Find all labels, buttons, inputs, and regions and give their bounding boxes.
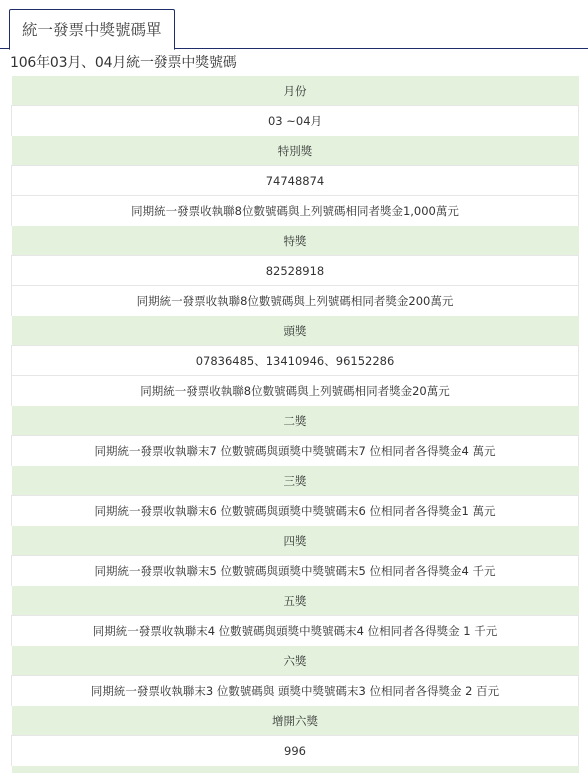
- table-row: [12, 616, 579, 646]
- table-row: [12, 556, 579, 586]
- table-cell: 74748874: [12, 166, 579, 196]
- table-header-cell: 五獎: [12, 586, 579, 616]
- table-cell: 同期統一發票收執聯8位數號碼與上列號碼相同者獎金20萬元: [12, 376, 579, 406]
- prize-table-body: [12, 76, 579, 773]
- table-row: [12, 106, 579, 136]
- table-header-row: [12, 706, 579, 736]
- table-header-row: [12, 466, 579, 496]
- table-cell: 996: [12, 736, 579, 766]
- table-header-cell: 頭獎: [12, 316, 579, 346]
- tab-invoice-winning-numbers[interactable]: 統一發票中獎號碼單: [9, 9, 175, 50]
- prize-table: [11, 75, 579, 773]
- table-cell: 82528918: [12, 256, 579, 286]
- table-header-row: [12, 316, 579, 346]
- table-header-cell: 三獎: [12, 466, 579, 496]
- table-header-row: [12, 406, 579, 436]
- table-header-row: [12, 136, 579, 166]
- table-header-cell: 六獎: [12, 646, 579, 676]
- table-header-cell: 特獎: [12, 226, 579, 256]
- page-title: 106年03月、04月統一發票中獎號碼: [10, 55, 237, 71]
- table-row: [12, 256, 579, 286]
- table-header-row: [12, 526, 579, 556]
- table-row: [12, 736, 579, 766]
- table-row: [12, 196, 579, 226]
- table-cell: 同期統一發票收執聯末7 位數號碼與頭獎中獎號碼末7 位相同者各得獎金4 萬元: [12, 436, 579, 466]
- table-header-row: [12, 586, 579, 616]
- table-cell: 同期統一發票收執聯末5 位數號碼與頭獎中獎號碼末5 位相同者各得獎金4 千元: [12, 556, 579, 586]
- table-cell: 07836485、13410946、96152286: [12, 346, 579, 376]
- table-row: [12, 286, 579, 316]
- table-row: [12, 166, 579, 196]
- table-cell: 同期統一發票收執聯末4 位數號碼與頭獎中獎號碼末4 位相同者各得獎金 1 千元: [12, 616, 579, 646]
- table-row: [12, 676, 579, 706]
- table-row: [12, 436, 579, 466]
- table-row: [12, 376, 579, 406]
- table-header-cell: 特別獎: [12, 136, 579, 166]
- table-header-cell: 月份: [12, 76, 579, 106]
- table-header-row: [12, 646, 579, 676]
- table-cell: 同期統一發票收執聯8位數號碼與上列號碼相同者獎金200萬元: [12, 286, 579, 316]
- table-header-row: [12, 76, 579, 106]
- table-header-cell: 增開六獎: [12, 706, 579, 736]
- table-cell: 同期統一發票收執聯末6 位數號碼與頭獎中獎號碼末6 位相同者各得獎金1 萬元: [12, 496, 579, 526]
- table-cell: 同期統一發票收執聯8位數號碼與上列號碼相同者獎金1,000萬元: [12, 196, 579, 226]
- table-header-row: [12, 226, 579, 256]
- table-header-cell: 四獎: [12, 526, 579, 556]
- tab-bar: [0, 0, 588, 49]
- table-row: [12, 496, 579, 526]
- table-row: [12, 346, 579, 376]
- table-header-cell: [12, 766, 579, 773]
- table-header-row: [12, 766, 579, 773]
- table-cell: 03 ~04月: [12, 106, 579, 136]
- table-cell: 同期統一發票收執聯末3 位數號碼與 頭獎中獎號碼末3 位相同者各得獎金 2 百元: [12, 676, 579, 706]
- table-header-cell: 二獎: [12, 406, 579, 436]
